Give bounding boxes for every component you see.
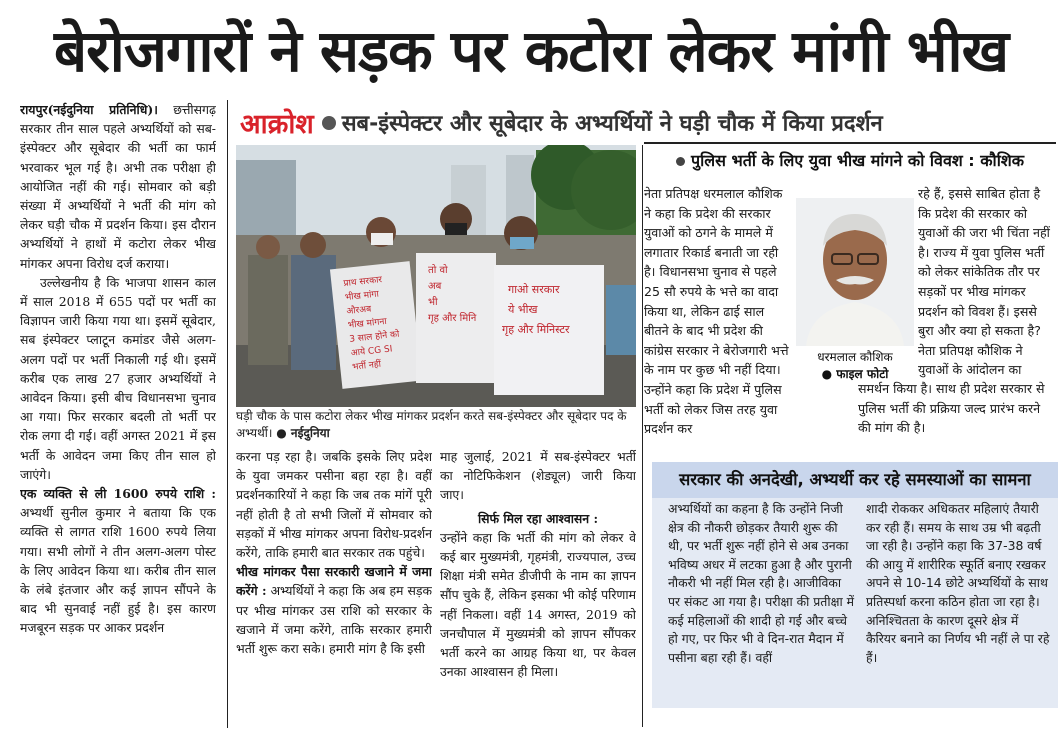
protest-photo-illustration <box>236 145 636 407</box>
placard-line: औरअब <box>345 304 372 317</box>
paragraph: अभ्यर्थियों ने कहा कि अब हम सड़क पर भीख मांगकर उस राशि को सरकार के खजाने में जमा करेंगे, ताकि सरकार हमारी भर्ती शुरू करा सके। हमारी मांग है कि इसी <box>236 583 432 657</box>
portrait-caption <box>792 349 918 383</box>
placard-line: भर्ती नहीं <box>351 359 382 373</box>
kicker-row <box>240 104 1060 138</box>
placard-line: गृह और मिनिस्टर <box>502 323 570 336</box>
portrait-illustration <box>796 198 914 346</box>
placard-line: भीख मांगना <box>347 316 388 331</box>
subheadline: सब-इंस्पेक्टर और सूबेदार के अभ्यर्थियों ने घड़ी चौक में किया प्रदर्शन <box>341 111 883 137</box>
caption-credit: ● नईदुनिया <box>276 426 330 440</box>
placard-line: आये CG SI <box>350 344 393 359</box>
protest-photo <box>236 145 636 407</box>
placard-line: भीख मांगा <box>344 289 380 304</box>
paragraph: उन्होंने कहा कि भर्ती की मांग को लेकर वे कई बार मुख्यमंत्री, गृहमंत्री, राज्यपाल, उच्च शिक्षा मंत्री समेत डीजीपी के नाम का ज्ञापन सौंप चुके हैं, लेकिन इसका भी कोई परिणाम नहीं निकला। वहीं 14 अगस्त, 2019 को जनचौपाल में मुख्यमंत्री को ज्ञापन सौंपकर भर्ती करने का आग्रह किया था, पर केवल उनका आश्वासन ही मिला। <box>440 529 636 680</box>
photo-caption <box>236 408 636 442</box>
box-column: समर्थन किया है। साथ ही प्रदेश सरकार से पुलिस भर्ती की प्रक्रिया जल्द प्रारंभ करने की मांग की है। <box>858 381 1045 436</box>
dateline: रायपुर(नईदुनिया प्रतिनिधि)। <box>20 102 158 117</box>
caption-text: घड़ी चौक के पास कटोरा लेकर भीख मांगकर प्रदर्शन करते सब-इंस्पेक्टर और सूबेदार पद के अभ्यर्थी। <box>236 409 627 440</box>
kaushik-statement-box <box>644 142 1056 460</box>
box-title-text: पुलिस भर्ती के लिए युवा भीख मांगने को विवश : कौशिक <box>690 151 1025 170</box>
paragraph: उल्लेखनीय है कि भाजपा शासन काल में साल 2018 में 655 पदों पर भर्ती का विज्ञापन जारी किया गया था। इसमें सूबेदार, सब इंस्पेक्टर प्लाटून कमांडर जैसे अलग-अलग पदों पर भर्ती निकाली गई थी। इसमें करीब एक लाख 27 हजार अभ्यर्थियों ने आवेदन किया। इसी बीच विधानसभा चुनाव आ गया। फिर सरकार बदली तो भर्ती पर रोक लगा दी गई। वहीं अगस्त 2021 में इस भर्ती के आवेदन जमा किए तीन साल हो जाएंगे। <box>20 274 216 482</box>
column-divider <box>642 145 643 727</box>
bullet-icon <box>676 157 685 166</box>
paragraph: अभ्यर्थी सुनील कुमार ने बताया कि एक व्यक्ति से लागत राशि 1600 रुपये लिया गया। सभी लोगों ने तीन अलग-अलग पोस्ट के लिए आवेदन किया था। करीब तीन साल के लंबे इंतजार और कई ज्ञापन सौंपने के बाद भी सुनवाई नहीं हुई है। इस कारण मजबूरन सड़क पर आकर प्रदर्शन <box>20 505 216 636</box>
box-title: सरकार की अनदेखी, अभ्यर्थी कर रहे समस्याओं का सामना <box>652 462 1058 498</box>
placard-line: तो वो <box>428 265 448 276</box>
column-divider <box>227 100 228 728</box>
subheading: भीख मांगकर पैसा सरकारी खजाने में जमा करेंगे : <box>236 564 432 599</box>
box-column: शादी रोककर अधिकतर महिलाएं तैयारी कर रही हैं। समय के साथ उम्र भी बढ़ती जा रही है। उन्होंने कहा कि 37-38 वर्ष की आयु में शारीरिक स्फूर्ति बनाए रखकर अपने से 10-14 छोटे अभ्यर्थियों के साथ प्रतिस्पर्धा करना कठिन होता जा रहा है। अनिश्चितता के कारण दूसरे क्षेत्र में कैरियर बनाने का निर्णय भी नहीं ले पा रहे हैं। <box>866 501 1050 665</box>
placard-line: भी <box>428 297 438 308</box>
placard-line: प्राथ सरकार <box>343 275 383 290</box>
box-column: रहे हैं, इससे साबित होता है कि प्रदेश की सरकार को युवाओं की जरा भी चिंता नहीं है। राज्य में युवा पुलिस भर्ती को लेकर सांकेतिक तौर पर सड़कों पर भीख मांगकर प्रदर्शन को विवश हैं। इससे बुरा और क्या हो सकता है? नेता प्रतिपक्ष कौशिक ने युवाओं के आंदोलन का <box>918 186 1050 378</box>
placard-line: 3 साल होने को <box>348 329 400 345</box>
subheading: सिर्फ मिल रहा आश्वासन : <box>477 510 599 526</box>
box-title <box>644 144 1056 178</box>
candidates-problems-box <box>652 462 1058 708</box>
box-column: अभ्यर्थियों का कहना है कि उन्होंने निजी क्षेत्र की नौकरी छोड़कर तैयारी शुरू की थी, पर भर्ती शुरू नहीं होने से अब उनका भविष्य अधर में लटका हुआ है और पुरानी नौकरी भी नहीं मिल रही है। आजीविका पर संकट आ गया है। परीक्षा की प्रतीक्षा में कई महिलाओं की शादी हो गई और बच्चे हो गए, पर फिर भी वे दिन-रात मैदान में पसीना बहा रही हैं। वहीं <box>668 501 855 665</box>
paragraph: माह जुलाई, 2021 में सब-इंस्पेक्टर भर्ती का नोटिफिकेशन (शेड्यूल) जारी किया जाए। <box>440 449 636 503</box>
kicker-label: आक्रोश <box>240 109 314 138</box>
portrait-photo <box>796 198 914 346</box>
bullet-icon <box>322 116 336 130</box>
article-column-3 <box>440 447 636 727</box>
subheading: एक व्यक्ति से ली 1600 रुपये राशि : <box>20 486 216 502</box>
paragraph: करना पड़ रहा है। जबकि इसके लिए प्रदेश के युवा जमकर पसीना बहा रहा है। वहीं प्रदर्शनकारियों ने कहा कि जब तक मांगें पूरी नहीं होती है तो सभी जिलों में सोमवार को सड़कों में भीख मांगकर अपना विरोध-प्रदर्शन करेंगे, ताकि हमारी बात सरकार तक पहुंचे। <box>236 449 432 561</box>
placard-line: अब <box>428 281 442 292</box>
portrait-name: धरमलाल कौशिक <box>817 350 893 364</box>
paragraph: छत्तीसगढ़ सरकार तीन साल पहले अभ्यर्थियों को सब-इंस्पेक्टर और सूबेदार की भर्ती का फार्म भरवाकर भूल गई है। अभी तक परीक्षा ही आयोजित नहीं की गई। सोमवार को बड़ी संख्या में अभ्यर्थियों ने भर्ती की मांग को लेकर घड़ी चौक में प्रदर्शन किया। इस दौरान अभ्यर्थियों ने हाथों में कटोरा लेकर भीख मांगकर अपना विरोध दर्ज कराया। <box>20 102 216 271</box>
box-column: नेता प्रतिपक्ष धरमलाल कौशिक ने कहा कि प्रदेश की सरकार युवाओं को ठगने के मामले में लगातार रिकार्ड बनाती जा रही है। विधानसभा चुनाव से पहले 25 सौ रुपये के भत्ते का वादा किया था, लेकिन ढाई साल बीतने के बाद भी प्रदेश की कांग्रेस सरकार ने बेरोजगारी भत्ते के नाम पर कुछ भी नहीं दिया। उन्होंने कहा कि प्रदेश में पुलिस भर्ती को लेकर जिस तरह युवा प्रदर्शन कर <box>644 186 789 437</box>
article-column-1 <box>20 100 216 728</box>
placard-line: ये भीख <box>508 303 538 316</box>
headline: बेरोजगारों ने सड़क पर कटोरा लेकर मांगी भीख <box>53 17 1009 85</box>
portrait-credit: ● फाइल फोटो <box>821 367 889 381</box>
article-column-2 <box>236 447 432 727</box>
placard-line: गृह और मिनि <box>428 313 477 324</box>
placard-line: गाओ सरकार <box>508 283 560 296</box>
